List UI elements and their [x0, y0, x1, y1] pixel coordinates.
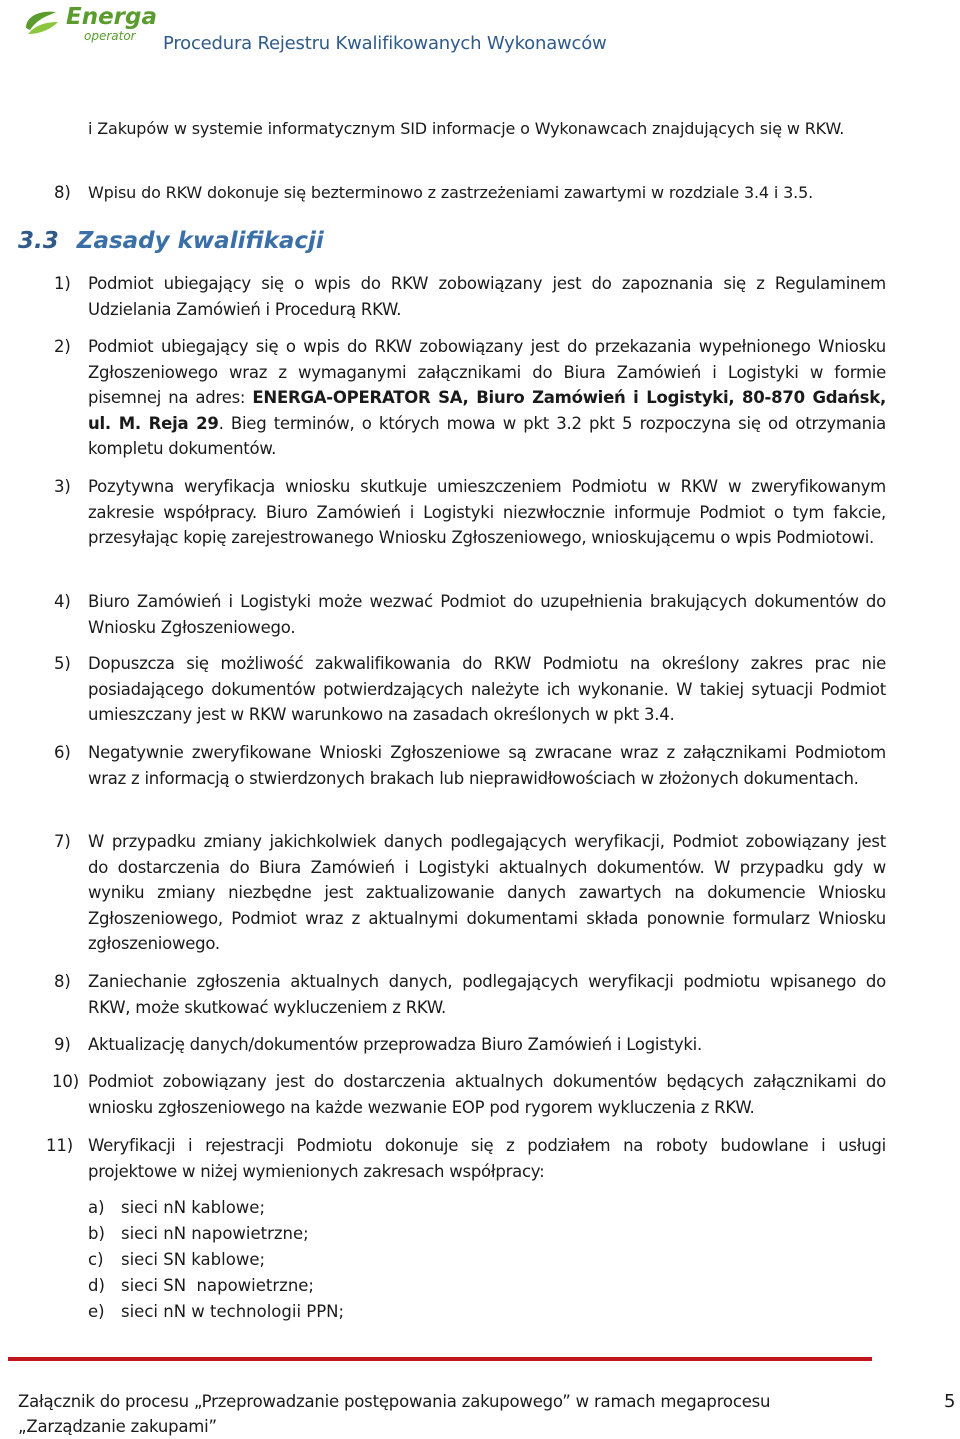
- list-item-text: Wpisu do RKW dokonuje się bezterminowo z zastrzeżeniami zawartymi w rozdziale 3.4 i 3.5.: [88, 183, 814, 202]
- section-heading: [18, 228, 324, 254]
- list-item-text: Pozytywna weryfikacja wniosku skutkuje umieszczeniem Podmiotu w RKW w zweryfikowanym zakresie współpracy. Biuro Zamówień i Logistyki niezwłocznie informuje Podmiot o tym fakcie, przesyłając kopię zarejestrowanego Wniosku Zgłoszeniowego, wnioskującemu o wpis Podmiotowi.: [88, 477, 886, 547]
- item-number: 1): [54, 274, 71, 293]
- item-text-part: . Bieg terminów, o których mowa w pkt 3.2 pkt 5 rozpoczyna się od otrzymania kompletu dokumentów.: [88, 413, 886, 458]
- item-number: 9): [54, 1035, 71, 1054]
- page-number: 5: [944, 1391, 956, 1412]
- item-number: 6): [54, 743, 71, 762]
- list-item-text: Weryfikacji i rejestracji Podmiotu dokonuje się z podziałem na roboty budowlane i usługi projektowe w niżej wymienionych zakresach współpracy:: [88, 1136, 886, 1181]
- sub-item-letter: e): [88, 1302, 105, 1321]
- sub-item-letter: a): [88, 1198, 105, 1217]
- list-item-text: Dopuszcza się możliwość zakwalifikowania do RKW Podmiotu na określony zakres prac nie posiadającego dokumentów potwierdzających należyte ich wykonanie. W takiej sytuacji Podmiot umieszczany jest w RKW warunkowo na zasadach określonych w pkt 3.4.: [88, 654, 886, 724]
- item-number: 11): [46, 1136, 73, 1155]
- list-item-text: Podmiot zobowiązany jest do dostarczenia aktualnych dokumentów będących załącznikami do wniosku zgłoszeniowego na każde wezwanie EOP pod rygorem wykluczenia z RKW.: [88, 1072, 886, 1117]
- list-item-text: Biuro Zamówień i Logistyki może wezwać Podmiot do uzupełnienia brakujących dokumentów do Wniosku Zgłoszeniowego.: [88, 592, 886, 637]
- list-item-text: Negatywnie zweryfikowane Wnioski Zgłoszeniowe są zwracane wraz z załącznikami Podmiotom wraz z informacją o stwierdzonych brakach lub nieprawidłowościach w złożonych dokumentach.: [88, 743, 886, 788]
- document-title: Procedura Rejestru Kwalifikowanych Wykonawców: [163, 33, 607, 54]
- continuation-paragraph: i Zakupów w systemie informatycznym SID informacje o Wykonawcach znajdujących się w RKW.: [88, 119, 845, 138]
- list-item-text: W przypadku zmiany jakichkolwiek danych podlegających weryfikacji, Podmiot zobowiązany jest do dostarczenia do Biura Zamówień i Logistyki aktualnych dokumentów. W przypadku gdy w wyniku zmiany niezbędne jest zaktualizowanie danych zawartych na dokumencie Wniosku Zgłoszeniowego, Podmiot wraz z aktualnymi dokumentami składa ponownie formularz Wniosku zgłoszeniowego.: [88, 832, 886, 953]
- section-title: Zasady kwalifikacji: [76, 228, 324, 254]
- energa-leaf-icon: [22, 8, 62, 42]
- sub-item-text: sieci nN napowietrzne;: [121, 1224, 309, 1243]
- list-item-text: Aktualizację danych/dokumentów przeprowadza Biuro Zamówień i Logistyki.: [88, 1035, 702, 1054]
- item-number: 8): [54, 972, 71, 991]
- sub-list-item: [88, 1195, 265, 1221]
- item-number: 2): [54, 337, 71, 356]
- sub-list-item: [88, 1247, 265, 1273]
- sub-item-letter: d): [88, 1276, 105, 1295]
- sub-list-item: [88, 1221, 309, 1247]
- sub-item-text: sieci SN kablowe;: [121, 1250, 266, 1269]
- logo-sub: operator: [84, 29, 136, 43]
- sub-item-letter: b): [88, 1224, 105, 1243]
- list-item-text: Zaniechanie zgłoszenia aktualnych danych, podlegających weryfikacji podmiotu wpisanego do RKW, może skutkować wykluczeniem z RKW.: [88, 972, 886, 1017]
- list-item-text: [88, 334, 886, 462]
- item-number: 8): [54, 183, 71, 202]
- sub-item-text: sieci nN kablowe;: [121, 1198, 266, 1217]
- footer-caption: Załącznik do procesu „Przeprowadzanie postępowania zakupowego” w ramach megaprocesu „Zarządzanie zakupami”: [18, 1392, 771, 1436]
- list-item-text: Podmiot ubiegający się o wpis do RKW zobowiązany jest do zapoznania się z Regulaminem Udzielania Zamówień i Procedurą RKW.: [88, 274, 886, 319]
- item-number: 10): [52, 1072, 79, 1091]
- address-bold: ENERGA-OPERATOR SA, Biuro Zamówień i Logistyki, 80-870 Gdańsk, ul. M. Reja 29: [88, 388, 886, 433]
- logo-word: Energa: [66, 4, 158, 30]
- item-number: 3): [54, 477, 71, 496]
- item-number: 7): [54, 832, 71, 851]
- sub-item-text: sieci SN napowietrzne;: [121, 1276, 314, 1295]
- sub-list-item: [88, 1299, 344, 1325]
- footer-divider: [8, 1357, 872, 1361]
- sub-item-letter: c): [88, 1250, 104, 1269]
- item-number: 5): [54, 654, 71, 673]
- sub-list-item: [88, 1273, 314, 1299]
- item-text-part: Podmiot ubiegający się o wpis do RKW zobowiązany jest do przekazania wypełnionego Wniosku Zgłoszeniowego wraz z wymaganymi załącznikami do Biura Zamówień i Logistyki w formie pisemnej na adres:: [88, 337, 886, 407]
- page-header: [0, 0, 960, 60]
- energa-operator-logo: [22, 6, 162, 46]
- sub-item-text: sieci nN w technologii PPN;: [121, 1302, 345, 1321]
- section-number: 3.3: [18, 228, 59, 254]
- item-number: 4): [54, 592, 71, 611]
